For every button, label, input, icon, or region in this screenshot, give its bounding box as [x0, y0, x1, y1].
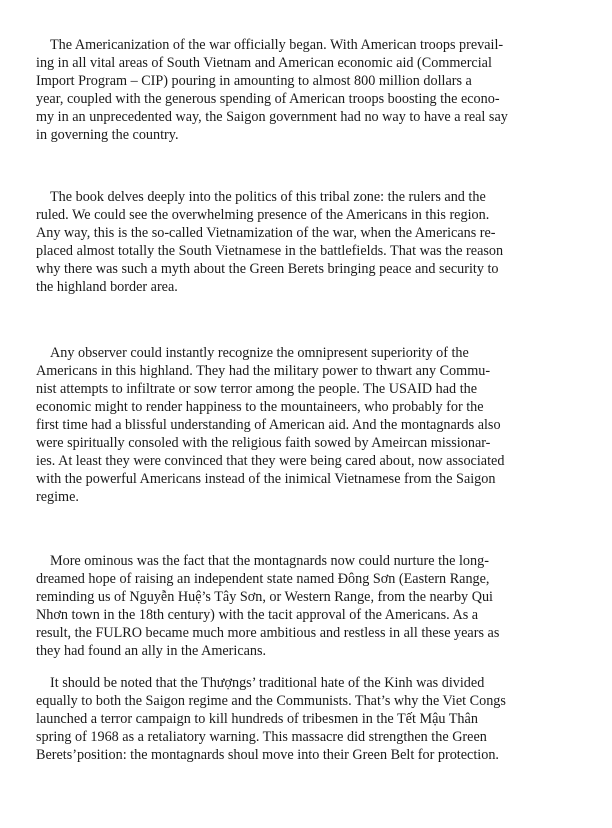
text-line: It should be noted that the Thượngs’ traditional hate of the Kinh was divided [50, 675, 485, 691]
text-line: placed almost totally the South Vietnamese in the battlefields. That was the reason [36, 243, 504, 259]
text-line: dreamed hope of raising an independent state named Đông Sơn (Eastern Range, [36, 571, 490, 587]
text-line: nist attempts to infiltrate or sow terror among the people. The USAID had the [36, 381, 478, 397]
text-line: Berets’position: the montagnards shoul move into their Green Belt for protection. [36, 747, 499, 763]
text-line: regime. [36, 489, 79, 505]
text-line: ing in all vital areas of South Vietnam and American economic aid (Commercial [36, 55, 492, 71]
text-line: equally to both the Saigon regime and the Communists. That’s why the Viet Congs [36, 693, 506, 709]
text-line: economic might to render happiness to the mountaineers, who probably for the [36, 399, 484, 415]
text-line: they had found an ally in the Americans. [36, 643, 267, 659]
text-line: first time had a blissful understanding of American aid. And the montagnards also [36, 417, 501, 433]
text-line: were spiritually consoled with the religious faith sowed by Ameircan missionar- [36, 435, 491, 451]
paragraph-traditional-hate [36, 674, 572, 764]
text-line: More ominous was the fact that the montagnards now could nurture the long- [50, 553, 489, 569]
text-line: spring of 1968 as a retaliatory warning. This massacre did strengthen the Green [36, 729, 487, 745]
paragraph-american-superiority [36, 344, 572, 506]
text-line: reminding us of Nguyễn Huệ’s Tây Sơn, or Western Range, from the nearby Qui [36, 589, 493, 605]
text-line: Import Program – CIP) pouring in amounting to almost 800 million dollars a [36, 73, 472, 89]
text-line: ruled. We could see the overwhelming presence of the Americans in this region. [36, 207, 490, 223]
text-line: Any observer could instantly recognize the omnipresent superiority of the [50, 345, 469, 361]
text-line: The Americanization of the war officially began. With American troops prevail- [50, 37, 504, 53]
text-line: Americans in this highland. They had the military power to thwart any Commu- [36, 363, 491, 379]
text-line: Nhơn town in the 18th century) with the tacit approval of the Americans. As a [36, 607, 479, 623]
text-line: my in an unprecedented way, the Saigon government had no way to have a real say [36, 109, 508, 125]
text-line: launched a terror campaign to kill hundreds of tribesmen in the Tết Mậu Thân [36, 711, 478, 727]
text-line: with the powerful Americans instead of the inimical Vietnamese from the Saigon [36, 471, 496, 487]
text-line: the highland border area. [36, 279, 178, 295]
text-line: Any way, this is the so-called Vietnamization of the war, when the Americans re- [36, 225, 496, 241]
paragraph-americanization [36, 36, 572, 144]
text-line: in governing the country. [36, 127, 179, 143]
text-line: year, coupled with the generous spending of American troops boosting the econo- [36, 91, 500, 107]
text-line: why there was such a myth about the Green Berets bringing peace and security to [36, 261, 499, 277]
text-line: result, the FULRO became much more ambitious and restless in all these years as [36, 625, 500, 641]
paragraph-montagnards-hope [36, 552, 572, 660]
text-line: ies. At least they were convinced that they were being cared about, now associated [36, 453, 505, 469]
text-line: The book delves deeply into the politics of this tribal zone: the rulers and the [50, 189, 486, 205]
paragraph-tribal-politics [36, 188, 572, 296]
